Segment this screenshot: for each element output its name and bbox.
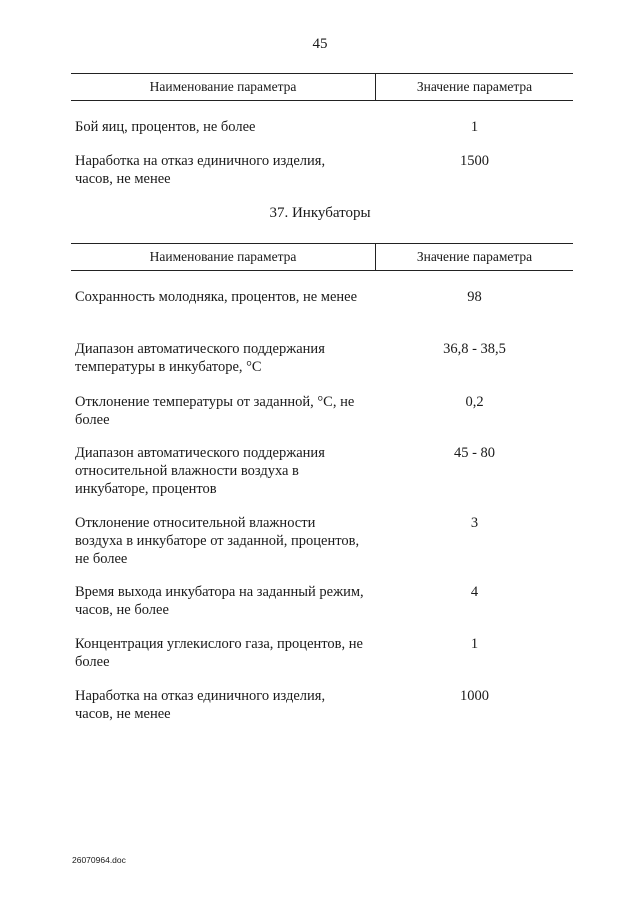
parameter-name: Бой яиц, процентов, не более bbox=[75, 119, 256, 135]
parameter-value: 45 - 80 bbox=[453, 445, 496, 461]
parameter-name: Диапазон автоматического поддержания температуры в инкубаторе, °С bbox=[75, 341, 325, 375]
parameter-value: 1000 bbox=[460, 688, 489, 704]
parameter-value: 0,2 bbox=[465, 394, 484, 410]
parameter-value: 36,8 - 38,5 bbox=[443, 341, 506, 357]
parameter-name: Время выхода инкубатора на заданный режим, часов, не более bbox=[75, 584, 364, 618]
parameter-name: Диапазон автоматического поддержания относительной влажности воздуха в инкубаторе, процентов bbox=[75, 445, 325, 497]
parameter-value: 1500 bbox=[460, 153, 489, 169]
section-title: 37. Инкубаторы bbox=[269, 205, 371, 221]
table-header bbox=[71, 73, 573, 101]
parameter-value: 4 bbox=[470, 584, 479, 600]
header-parameter-value: Значение параметра bbox=[416, 79, 533, 94]
parameter-name: Наработка на отказ единичного изделия, часов, не менее bbox=[75, 153, 326, 187]
parameter-name: Наработка на отказ единичного изделия, часов, не менее bbox=[75, 688, 326, 722]
header-parameter-value: Значение параметра bbox=[416, 249, 533, 264]
parameter-value: 1 bbox=[470, 119, 479, 135]
header-parameter-name: Наименование параметра bbox=[149, 79, 297, 94]
parameter-value: 98 bbox=[467, 289, 482, 305]
parameters-table-1 bbox=[71, 73, 573, 187]
parameter-name: Отклонение относительной влажности воздуха в инкубаторе от заданной, процентов, не более bbox=[75, 515, 360, 567]
footer-filename: 26070964.doc bbox=[72, 855, 126, 865]
parameter-value: 3 bbox=[470, 515, 479, 531]
parameter-value: 1 bbox=[470, 636, 479, 652]
parameter-name: Отклонение температуры от заданной, °С, не более bbox=[75, 394, 355, 428]
header-parameter-name: Наименование параметра bbox=[149, 249, 297, 264]
table-header bbox=[71, 243, 573, 271]
parameter-name: Сохранность молодняка, процентов, не менее bbox=[75, 289, 358, 305]
page-number: 45 bbox=[312, 36, 328, 52]
parameter-name: Концентрация углекислого газа, процентов, не более bbox=[75, 636, 363, 670]
parameters-table-2 bbox=[71, 243, 573, 722]
